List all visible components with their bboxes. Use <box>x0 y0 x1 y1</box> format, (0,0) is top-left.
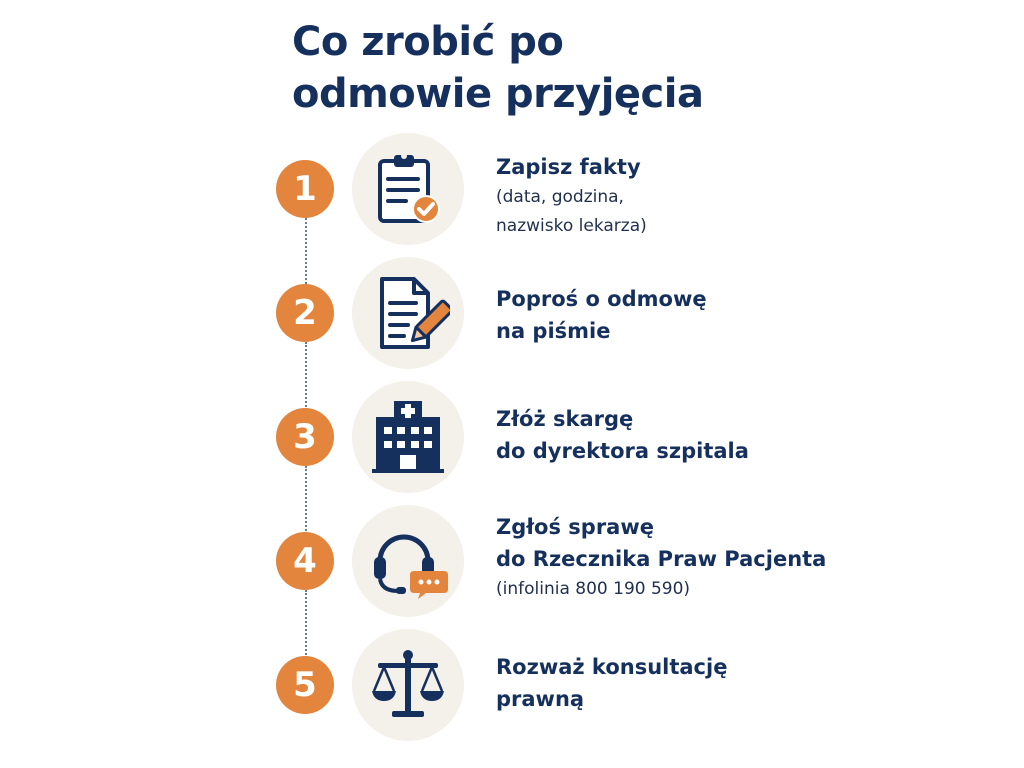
step-4 <box>0 505 1024 617</box>
step-text <box>496 651 727 715</box>
step-icon-circle <box>352 133 464 245</box>
step-text <box>496 511 826 604</box>
step-heading-line: Rozważ konsultację <box>496 655 728 679</box>
step-heading-line: Złóż skargę <box>496 407 634 431</box>
step-heading-line: Zgłoś sprawę <box>496 515 654 539</box>
step-note-line: (data, godzina, <box>496 187 624 207</box>
step-heading-line: do dyrektora szpitala <box>496 439 749 463</box>
step-note-line: (infolinia 800 190 590) <box>496 579 691 599</box>
document-pen-icon <box>366 271 450 355</box>
step-number-badge: 3 <box>276 408 334 466</box>
step-icon-circle <box>352 505 464 617</box>
step-icon-circle <box>352 381 464 493</box>
step-3 <box>0 381 1024 493</box>
step-number-badge: 5 <box>276 656 334 714</box>
step-number-badge: 2 <box>276 284 334 342</box>
step-text <box>496 403 749 467</box>
clipboard-check-icon <box>366 147 450 231</box>
step-heading-line: na piśmie <box>496 319 611 343</box>
step-5 <box>0 629 1024 741</box>
page-title <box>292 16 703 120</box>
step-icon-circle <box>352 629 464 741</box>
step-note-line: nazwisko lekarza) <box>496 216 647 236</box>
step-text <box>496 151 647 241</box>
step-1 <box>0 133 1024 245</box>
step-heading-line: do Rzecznika Praw Pacjenta <box>496 547 827 571</box>
step-heading-line: Poproś o odmowę <box>496 287 707 311</box>
step-2 <box>0 257 1024 369</box>
scales-of-justice-icon <box>366 643 450 727</box>
step-heading-line: Zapisz fakty <box>496 155 641 179</box>
step-number-badge: 1 <box>276 160 334 218</box>
headset-chat-icon <box>366 519 450 603</box>
hospital-building-icon <box>366 395 450 479</box>
step-icon-circle <box>352 257 464 369</box>
title-line-2: odmowie przyjęcia <box>292 71 704 117</box>
title-line-1: Co zrobić po <box>292 19 564 65</box>
step-text <box>496 283 707 347</box>
step-heading-line: prawną <box>496 687 585 711</box>
step-number-badge: 4 <box>276 532 334 590</box>
